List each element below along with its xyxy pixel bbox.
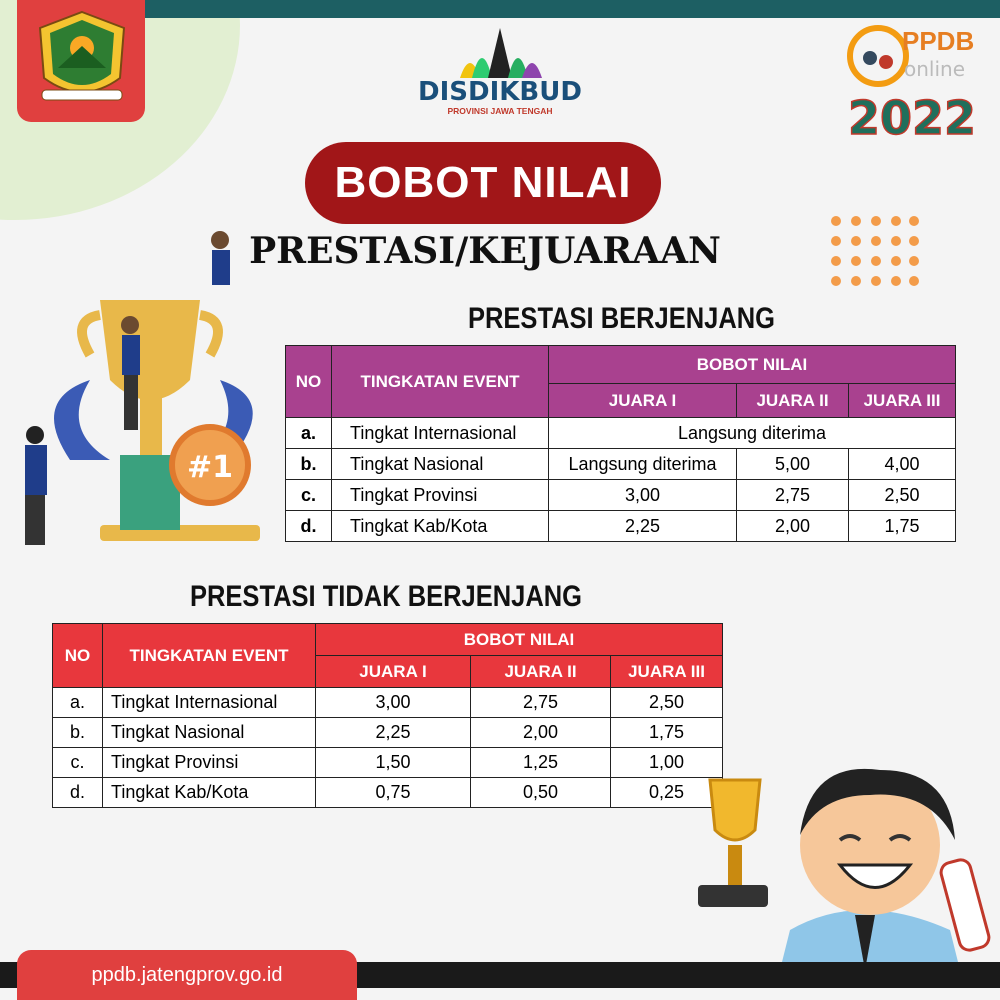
row-event: Tingkat Internasional xyxy=(332,418,549,449)
header-juara-3: JUARA III xyxy=(849,384,956,418)
table-row xyxy=(53,748,723,778)
row-no: a. xyxy=(286,418,332,449)
header-bobot: BOBOT NILAI xyxy=(316,624,723,656)
table-row xyxy=(53,718,723,748)
row-no: b. xyxy=(286,449,332,480)
row-no: a. xyxy=(53,688,103,718)
row-juara-3: 2,50 xyxy=(611,688,723,718)
row-event: Tingkat Provinsi xyxy=(332,480,549,511)
footer-url[interactable]: ppdb.jatengprov.go.id xyxy=(17,950,357,1000)
disdikbud-sub: PROVINSI JAWA TENGAH xyxy=(447,106,553,116)
row-juara-1: 3,00 xyxy=(549,480,737,511)
section-title-berjenjang: PRESTASI BERJENJANG xyxy=(468,302,776,335)
row-juara-3: 1,75 xyxy=(611,718,723,748)
top-bar xyxy=(145,0,1000,18)
table-row xyxy=(286,449,956,480)
header-juara-3: JUARA III xyxy=(611,656,723,688)
header-event: TINGKATAN EVENT xyxy=(332,346,549,418)
row-juara-1: 3,00 xyxy=(316,688,471,718)
row-juara-1: 2,25 xyxy=(316,718,471,748)
row-merged-value: Langsung diterima xyxy=(549,418,956,449)
row-event: Tingkat Nasional xyxy=(332,449,549,480)
row-juara-2: 2,00 xyxy=(471,718,611,748)
row-juara-2: 5,00 xyxy=(737,449,849,480)
table-berjenjang xyxy=(285,345,956,542)
boy-trophy-illustration-icon xyxy=(690,740,1000,970)
row-no: b. xyxy=(53,718,103,748)
table-row xyxy=(286,480,956,511)
row-juara-2: 1,25 xyxy=(471,748,611,778)
row-juara-1: 1,50 xyxy=(316,748,471,778)
row-juara-3: 4,00 xyxy=(849,449,956,480)
jawa-tengah-seal-icon xyxy=(28,8,136,108)
header-juara-2: JUARA II xyxy=(737,384,849,418)
row-event: Tingkat Internasional xyxy=(103,688,316,718)
row-juara-3: 1,00 xyxy=(611,748,723,778)
row-juara-1: Langsung diterima xyxy=(549,449,737,480)
row-event: Tingkat Kab/Kota xyxy=(332,511,549,542)
row-no: c. xyxy=(286,480,332,511)
header-juara-1: JUARA I xyxy=(549,384,737,418)
ppdb-year-text: 2022 xyxy=(848,91,977,143)
row-juara-3: 1,75 xyxy=(849,511,956,542)
ppdb-logo xyxy=(840,18,980,143)
svg-text:#1: #1 xyxy=(186,450,234,485)
row-juara-2: 2,75 xyxy=(737,480,849,511)
row-event: Tingkat Provinsi xyxy=(103,748,316,778)
row-juara-2: 2,00 xyxy=(737,511,849,542)
table-row xyxy=(286,511,956,542)
ppdb-text: PPDB xyxy=(902,26,975,56)
header-event: TINGKATAN EVENT xyxy=(103,624,316,688)
header-no: NO xyxy=(286,346,332,418)
row-event: Tingkat Kab/Kota xyxy=(103,778,316,808)
dots-decoration xyxy=(830,215,920,290)
section-title-tidak-berjenjang: PRESTASI TIDAK BERJENJANG xyxy=(190,580,583,613)
row-juara-3: 2,50 xyxy=(849,480,956,511)
row-juara-2: 2,75 xyxy=(471,688,611,718)
trophy-illustration-icon xyxy=(0,230,300,550)
header-no: NO xyxy=(53,624,103,688)
header-bobot: BOBOT NILAI xyxy=(549,346,956,384)
row-juara-1: 2,25 xyxy=(549,511,737,542)
ppdb-online-text: online xyxy=(904,57,966,81)
table-row xyxy=(53,688,723,718)
table-row xyxy=(53,778,723,808)
row-no: c. xyxy=(53,748,103,778)
row-event: Tingkat Nasional xyxy=(103,718,316,748)
table-row xyxy=(286,418,956,449)
row-juara-3: 0,25 xyxy=(611,778,723,808)
page-subtitle: PRESTASI/KEJUARAAN xyxy=(249,230,721,272)
page-title: BOBOT NILAI xyxy=(305,142,661,224)
header-juara-2: JUARA II xyxy=(471,656,611,688)
row-no: d. xyxy=(286,511,332,542)
disdikbud-logo xyxy=(410,18,590,118)
row-no: d. xyxy=(53,778,103,808)
row-juara-1: 0,75 xyxy=(316,778,471,808)
table-tidak-berjenjang xyxy=(52,623,723,808)
header-juara-1: JUARA I xyxy=(316,656,471,688)
row-juara-2: 0,50 xyxy=(471,778,611,808)
disdikbud-text: DISDIKBUD xyxy=(418,77,582,107)
